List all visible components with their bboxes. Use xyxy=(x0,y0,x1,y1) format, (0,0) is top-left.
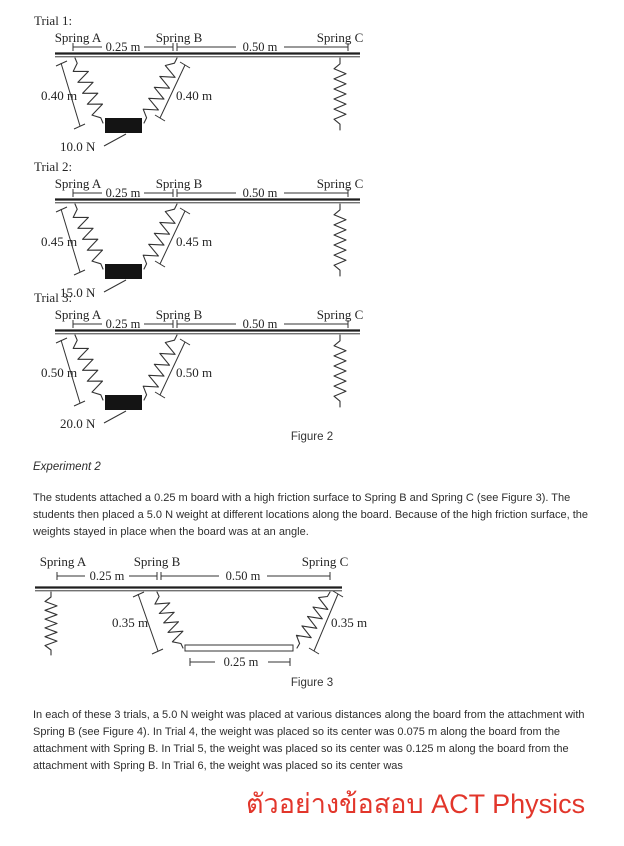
spring-a-label: Spring A xyxy=(54,307,102,322)
trials-paragraph: In each of these 3 trials, a 5.0 N weight was placed at various distances along the board from the attachment with Spring B (see Figure 4). In Trial 4, the weight was placed so its center was 0.075 m along the board from the attachment with Spring B. In Trial 5, the weight was placed so its center was 0.125 m along the board from the attachment with Spring B. In Trial 6, the weight was placed so its center was xyxy=(33,709,585,772)
span-ab-dimension: 0.25 m xyxy=(105,317,141,331)
spring-c-label: Spring C xyxy=(301,554,349,569)
spring-c-label: Spring C xyxy=(316,176,364,191)
left-extension-label: 0.40 m xyxy=(40,88,78,103)
board-dimension-label: 0.25 m xyxy=(223,655,259,669)
weight-block xyxy=(105,395,142,410)
left-extension-label: 0.35 m xyxy=(111,615,149,630)
weight-block xyxy=(105,264,142,279)
spring-b-coil xyxy=(143,204,177,269)
spring-b-label: Spring B xyxy=(155,307,203,322)
figure2-trial2-diagram xyxy=(30,158,410,302)
weight-label: 20.0 N xyxy=(60,416,96,431)
spring-a-coil xyxy=(73,58,103,123)
ceiling xyxy=(55,331,360,334)
span-bc-dimension: 0.50 m xyxy=(225,569,261,583)
experiment2-paragraph: The students attached a 0.25 m board with a high friction surface to Spring B and Spring C (see Figure 3). The students then placed a 5.0 N weight at different locations along the board. Because of the high friction surface, the weights stayed in place when the board was at an angle. xyxy=(33,492,589,538)
spring-c-coil xyxy=(334,58,346,130)
figure3-diagram xyxy=(25,550,405,675)
spring-b-label: Spring B xyxy=(133,554,181,569)
spring-a-coil xyxy=(73,204,103,269)
trial1-label: Trial 1: xyxy=(34,13,73,28)
ceiling xyxy=(35,588,342,591)
weight-label: 15.0 N xyxy=(60,285,96,300)
spring-b-coil xyxy=(143,335,177,400)
span-bc-dimension: 0.50 m xyxy=(242,186,278,200)
ceiling xyxy=(55,54,360,57)
span-bc-dimension: 0.50 m xyxy=(242,40,278,54)
span-ab-dimension: 0.25 m xyxy=(105,186,141,200)
spring-a-label: Spring A xyxy=(54,30,102,45)
trial3-label: Trial 3: xyxy=(34,290,73,305)
right-extension-label: 0.50 m xyxy=(175,365,213,380)
weight-block xyxy=(105,118,142,133)
spring-c-coil xyxy=(334,204,346,276)
spring-c-label: Spring C xyxy=(316,307,364,322)
span-bc-dimension: 0.50 m xyxy=(242,317,278,331)
spring-a-label: Spring A xyxy=(54,176,102,191)
left-extension-label: 0.45 m xyxy=(40,234,78,249)
spring-c-coil xyxy=(334,335,346,407)
weight-leader-line xyxy=(104,134,126,146)
figure2-trial3-diagram xyxy=(30,289,410,433)
left-extension-label: 0.50 m xyxy=(40,365,78,380)
weight-leader-line xyxy=(104,411,126,423)
figure2-caption: Figure 2 xyxy=(290,431,334,443)
spring-b-coil xyxy=(143,58,177,123)
experiment2-heading: Experiment 2 xyxy=(33,461,101,473)
spring-a-coil xyxy=(73,335,103,400)
spring-a-coil xyxy=(45,592,57,655)
figure3-caption: Figure 3 xyxy=(290,677,334,689)
right-extension-label: 0.45 m xyxy=(175,234,213,249)
spring-c-label: Spring C xyxy=(316,30,364,45)
spring-a-label: Spring A xyxy=(39,554,87,569)
weight-label: 10.0 N xyxy=(60,139,96,154)
right-extension-label: 0.35 m xyxy=(330,615,368,630)
figure2-trial1-diagram xyxy=(30,12,410,156)
right-extension-label: 0.40 m xyxy=(175,88,213,103)
friction-board xyxy=(185,645,293,651)
watermark-text: ตัวอย่างข้อสอบ ACT Physics xyxy=(246,789,586,819)
spring-b-coil xyxy=(155,592,183,648)
span-ab-dimension: 0.25 m xyxy=(105,40,141,54)
trial2-label: Trial 2: xyxy=(34,159,73,174)
spring-c-coil xyxy=(296,592,330,648)
span-ab-dimension: 0.25 m xyxy=(89,569,125,583)
spring-b-label: Spring B xyxy=(155,30,203,45)
spring-b-label: Spring B xyxy=(155,176,203,191)
ceiling xyxy=(55,200,360,203)
